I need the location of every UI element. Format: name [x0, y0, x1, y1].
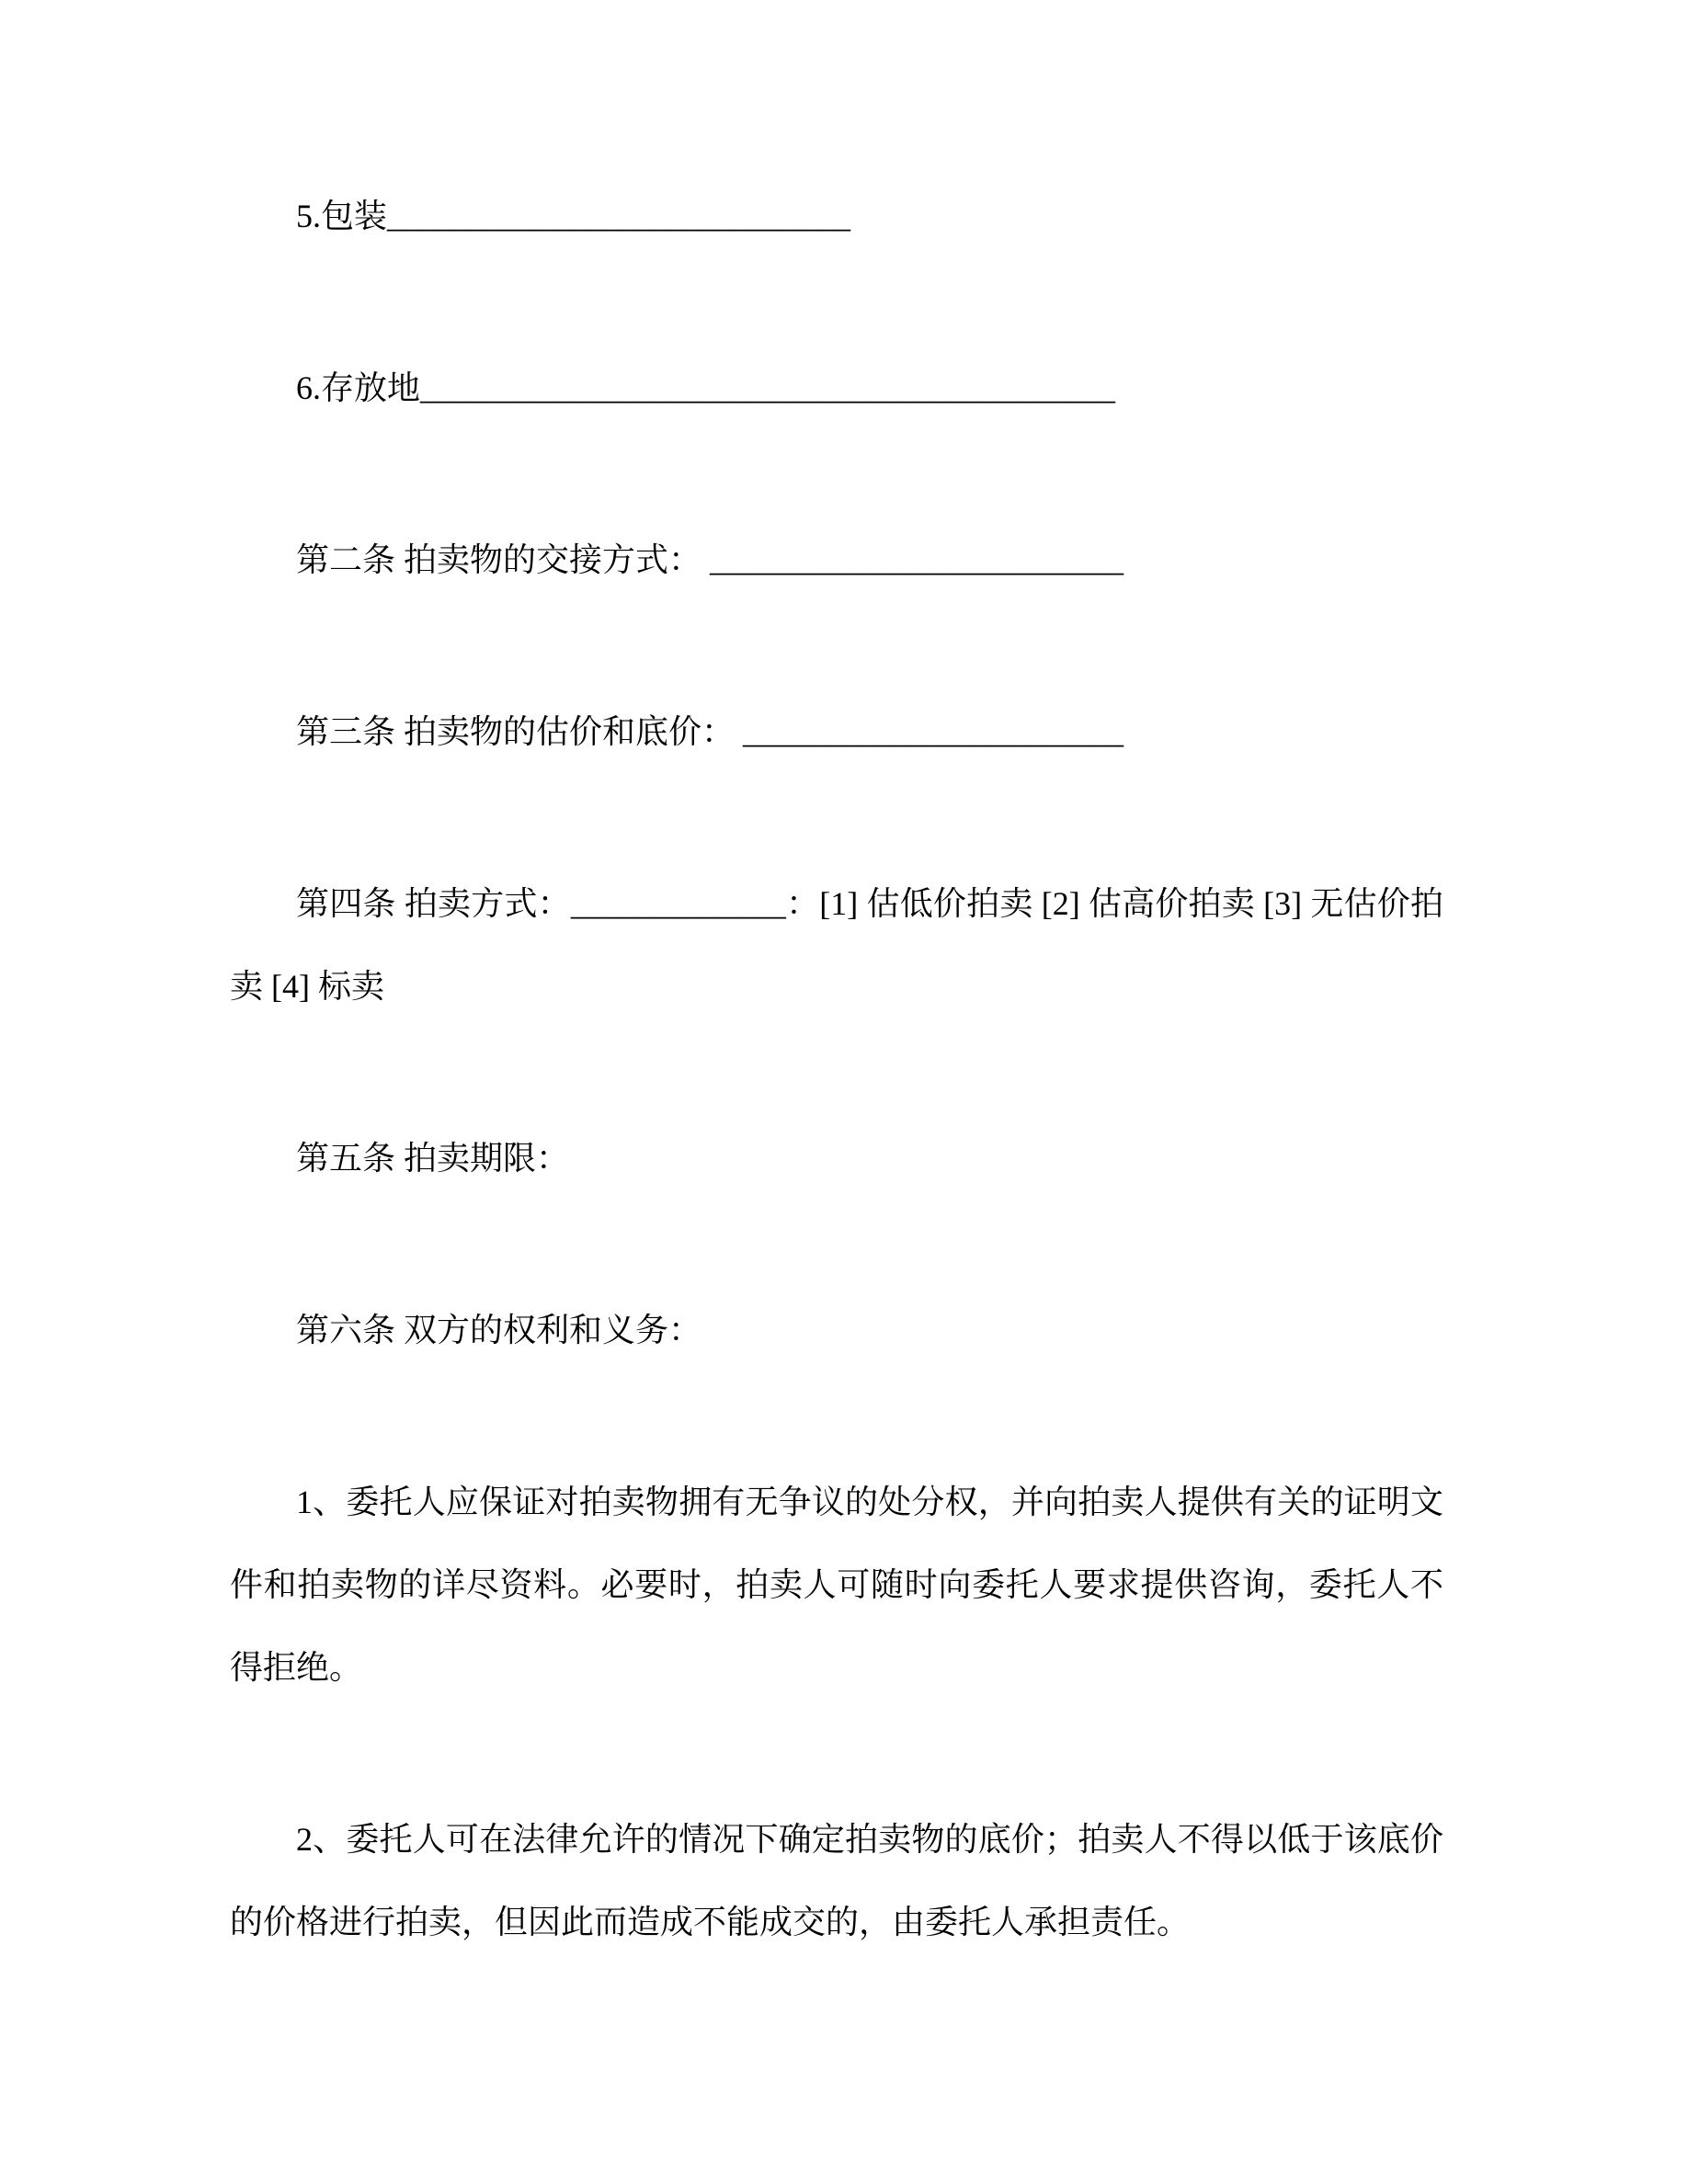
- field-item-6-storage-location: 6.存放地__________________________________________: [296, 370, 1116, 406]
- clause-5-auction-term: 第五条 拍卖期限：: [296, 1140, 570, 1177]
- clause-2-handover: 第二条 拍卖物的交接方式： _________________________: [296, 541, 1124, 578]
- field-item-5-packaging: 5.包装____________________________: [296, 198, 850, 234]
- clause-3-valuation-reserve: 第三条 拍卖物的估价和底价： _______________________: [296, 713, 1124, 750]
- clause-4-auction-method: 第四条 拍卖方式：_____________：[1] 估低价拍卖 [2] 估高价拍卖 [3] 无估价拍卖 [4] 标卖: [230, 885, 1443, 1005]
- obligation-paragraph-1: 1、委托人应保证对拍卖物拥有无争议的处分权，并向拍卖人提供有关的证明文件和拍卖物的详尽资料。必要时，拍卖人可随时向委托人要求提供咨询，委托人不得拒绝。: [230, 1484, 1443, 1686]
- clause-6-rights-obligations: 第六条 双方的权利和义务：: [296, 1312, 702, 1348]
- obligation-paragraph-2: 2、委托人可在法律允许的情况下确定拍卖物的底价；拍卖人不得以低于该底价的价格进行拍卖，但因此而造成不能成交的，由委托人承担责任。: [230, 1821, 1443, 1940]
